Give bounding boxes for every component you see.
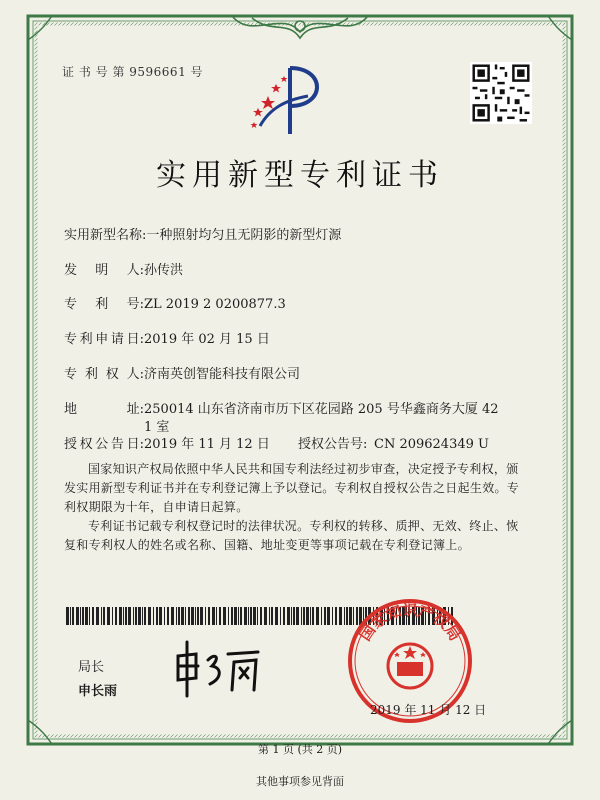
barcode-bar [212, 607, 215, 625]
barcode-bar [216, 607, 217, 625]
barcode-bar [223, 607, 226, 625]
filing-date-label: 专 利 申 请 日: [64, 332, 144, 347]
paragraph-grant: 国家知识产权局依照中华人民共和国专利法经过初步审查，决定授予专利权，颁发实用新型专利证书并在专利登记簿上予以登记。专利权自授权公告之日起生效。专利权期限为十年，自申请日起算。 [64, 462, 520, 514]
barcode-bar [123, 607, 124, 625]
barcode-bar [271, 607, 273, 625]
address-value: 250014 山东省济南市历下区花园路 205 号华鑫商务大厦 42 1 室 [144, 402, 499, 435]
grant-number-label: 授权公告号: [298, 437, 368, 452]
name-label: 实用新型名称: [64, 228, 147, 243]
seal-date: 2019 年 11 月 12 日 [370, 703, 487, 717]
barcode-bar [70, 607, 71, 625]
barcode-bar [92, 607, 94, 625]
barcode-bar [283, 607, 285, 625]
paragraph-legal-status: 专利证书记载专利权登记时的法律状况。专利权的转移、质押、无效、终止、恢复和专利权人的姓名或名称、国籍、地址变更等事项记载在专利登记簿上。 [64, 519, 519, 552]
barcode-bar [171, 607, 174, 625]
address-label: 地 址: [64, 402, 144, 417]
barcode-bar [291, 607, 292, 625]
patentee-label: 专 利 权 人: [64, 367, 144, 382]
barcode-bar [66, 607, 69, 625]
barcode-bar [287, 607, 290, 625]
barcode-bar [89, 607, 90, 625]
barcode-bar [219, 607, 221, 625]
director-title: 局长 [78, 660, 105, 675]
barcode-bar [339, 607, 342, 625]
barcode-bar [164, 607, 165, 625]
inventor-value: 孙传洪 [144, 263, 184, 278]
director-signature [172, 638, 262, 698]
barcode-bar [327, 607, 330, 625]
barcode-bar [238, 607, 239, 625]
barcode-bar [125, 607, 127, 625]
barcode-bar [244, 607, 247, 625]
certificate-title: 实用新型专利证书 [156, 158, 444, 193]
barcode-bar [153, 607, 154, 625]
barcode-bar [332, 607, 333, 625]
page-indicator: 第 1 页 (共 2 页) [257, 743, 343, 756]
barcode-bar [240, 607, 242, 625]
barcode-bar [231, 607, 233, 625]
barcode-bar [228, 607, 229, 625]
inventor-label: 发 明 人: [64, 263, 144, 278]
barcode-bar [296, 607, 299, 625]
barcode-bar [178, 607, 180, 625]
barcode-bar [260, 607, 262, 625]
barcode-bar [269, 607, 270, 625]
barcode-bar [188, 607, 190, 625]
barcode-bar [195, 607, 196, 625]
barcode-bar [142, 607, 143, 625]
barcode-bar [257, 607, 258, 625]
barcode-bar [197, 607, 199, 625]
grant-date-value: 2019 年 11 月 12 日 [144, 437, 270, 452]
patentee-value: 济南英创智能科技有限公司 [144, 367, 301, 382]
barcode-bar [96, 607, 99, 625]
barcode-bar [128, 607, 131, 625]
certificate-number: 证 书 号 第 9596661 号 [62, 65, 204, 79]
barcode-bar [185, 607, 186, 625]
grant-number-value: CN 209624349 U [374, 437, 489, 452]
barcode-bar [275, 607, 278, 625]
barcode-bar [107, 607, 110, 625]
barcode-bar [250, 607, 252, 625]
barcode-bar [234, 607, 237, 625]
barcode-bar [321, 607, 322, 625]
barcode-bar [205, 607, 206, 625]
filing-date-value: 2019 年 02 月 15 日 [144, 332, 270, 347]
barcode-bar [312, 607, 314, 625]
barcode-bar [115, 607, 117, 625]
barcode-bar [306, 607, 309, 625]
barcode-bar [101, 607, 102, 625]
name-value: 一种照射均匀且无阴影的新型灯源 [146, 228, 342, 243]
barcode-bar [303, 607, 305, 625]
barcode-bar [167, 607, 169, 625]
barcode-bar [248, 607, 249, 625]
barcode-bar [112, 607, 113, 625]
barcode-bar [135, 607, 137, 625]
barcode-bar [301, 607, 302, 625]
barcode-bar [156, 607, 158, 625]
barcode-bar [264, 607, 267, 625]
barcode-bar [324, 607, 326, 625]
barcode-bar [76, 607, 79, 625]
barcode-bar [253, 607, 256, 625]
patent-number-value: ZL 2019 2 0200877.3 [144, 297, 286, 312]
barcode-bar [133, 607, 134, 625]
seal-text: 国家知识产权局 [355, 601, 465, 645]
director-name: 申长雨 [78, 684, 118, 699]
barcode-bar [335, 607, 337, 625]
barcode-bar [316, 607, 319, 625]
patent-number-label: 专 利 号: [64, 297, 144, 312]
barcode-bar [200, 607, 203, 625]
barcode-bar [159, 607, 162, 625]
barcode-bar [82, 607, 84, 625]
footer-note: 其他事项参见背面 [256, 775, 344, 788]
svg-text:国家知识产权局 [356, 601, 464, 644]
barcode-bar [148, 607, 151, 625]
barcode-bar [85, 607, 88, 625]
qr-code [470, 62, 532, 124]
barcode-bar [80, 607, 81, 625]
barcode-bar [280, 607, 281, 625]
barcode-bar [310, 607, 311, 625]
barcode-bar [103, 607, 105, 625]
barcode-bar [208, 607, 210, 625]
barcode-bar [144, 607, 146, 625]
barcode-bar [293, 607, 295, 625]
grant-date-label: 授 权 公 告 日: [64, 437, 144, 452]
barcode-bar [181, 607, 184, 625]
patent-office-logo [246, 62, 326, 140]
barcode-bar [72, 607, 74, 625]
barcode-bar [138, 607, 141, 625]
barcode-bar [191, 607, 194, 625]
barcode-bar [119, 607, 122, 625]
barcode-bar [176, 607, 177, 625]
